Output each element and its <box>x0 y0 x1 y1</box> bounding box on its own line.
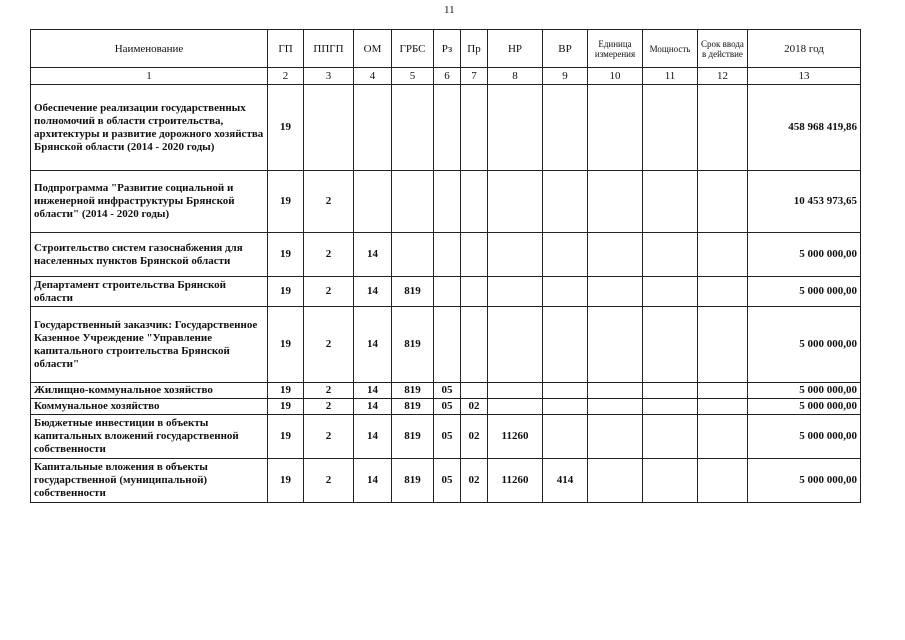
cell-rz: 05 <box>434 383 461 399</box>
page-number: 11 <box>444 4 455 16</box>
cell-nr <box>488 399 543 415</box>
cell-grbs: 819 <box>392 415 434 459</box>
cell-vr <box>543 277 588 307</box>
cell-rz: 05 <box>434 459 461 503</box>
cell-power <box>643 399 698 415</box>
column-number-nr: 8 <box>488 68 543 85</box>
cell-term <box>698 171 748 233</box>
column-number-gp: 2 <box>268 68 304 85</box>
cell-term <box>698 233 748 277</box>
cell-amount: 5 000 000,00 <box>748 307 861 383</box>
cell-pr <box>461 85 488 171</box>
cell-rz <box>434 307 461 383</box>
cell-rz <box>434 85 461 171</box>
cell-vr <box>543 383 588 399</box>
cell-ppgp <box>304 85 354 171</box>
column-number-ppgp: 3 <box>304 68 354 85</box>
cell-gp: 19 <box>268 383 304 399</box>
cell-amount: 5 000 000,00 <box>748 459 861 503</box>
cell-grbs <box>392 85 434 171</box>
cell-nr <box>488 307 543 383</box>
column-number-term: 12 <box>698 68 748 85</box>
cell-grbs: 819 <box>392 383 434 399</box>
cell-gp: 19 <box>268 399 304 415</box>
cell-rz: 05 <box>434 415 461 459</box>
table-row <box>31 459 861 503</box>
cell-vr <box>543 307 588 383</box>
table-row <box>31 233 861 277</box>
column-number-vr: 9 <box>543 68 588 85</box>
header-grbs: ГРБС <box>392 30 434 68</box>
cell-unit <box>588 399 643 415</box>
cell-gp: 19 <box>268 277 304 307</box>
cell-pr <box>461 383 488 399</box>
cell-unit <box>588 277 643 307</box>
cell-pr <box>461 171 488 233</box>
cell-name: Подпрограмма "Развитие социальной и инженерной инфраструктуры Брянской области" (2014 - 2020 годы) <box>31 171 268 233</box>
cell-term <box>698 383 748 399</box>
header-amount: 2018 год <box>748 30 861 68</box>
cell-nr <box>488 383 543 399</box>
column-number-unit: 10 <box>588 68 643 85</box>
column-number-amount: 13 <box>748 68 861 85</box>
cell-term <box>698 85 748 171</box>
cell-power <box>643 459 698 503</box>
cell-gp: 19 <box>268 459 304 503</box>
cell-power <box>643 85 698 171</box>
header-om: ОМ <box>354 30 392 68</box>
column-number-name: 1 <box>31 68 268 85</box>
cell-unit <box>588 307 643 383</box>
header-term: Срок ввода в действие <box>698 30 748 68</box>
cell-om <box>354 85 392 171</box>
cell-om: 14 <box>354 383 392 399</box>
cell-amount: 5 000 000,00 <box>748 399 861 415</box>
header-row <box>31 30 861 68</box>
cell-name: Бюджетные инвестиции в объекты капитальных вложений государственной собственности <box>31 415 268 459</box>
cell-unit <box>588 459 643 503</box>
cell-pr: 02 <box>461 399 488 415</box>
cell-nr <box>488 233 543 277</box>
table-row <box>31 85 861 171</box>
header-power: Мощность <box>643 30 698 68</box>
cell-pr: 02 <box>461 459 488 503</box>
table-row <box>31 383 861 399</box>
cell-grbs <box>392 171 434 233</box>
column-number-om: 4 <box>354 68 392 85</box>
column-number-rz: 6 <box>434 68 461 85</box>
cell-ppgp: 2 <box>304 383 354 399</box>
cell-gp: 19 <box>268 307 304 383</box>
table-row <box>31 415 861 459</box>
cell-gp: 19 <box>268 415 304 459</box>
cell-ppgp: 2 <box>304 171 354 233</box>
cell-unit <box>588 383 643 399</box>
cell-nr: 11260 <box>488 459 543 503</box>
header-unit: Единица измерения <box>588 30 643 68</box>
cell-rz <box>434 277 461 307</box>
cell-om: 14 <box>354 277 392 307</box>
column-number-row <box>31 68 861 85</box>
table-row <box>31 277 861 307</box>
header-vr: ВР <box>543 30 588 68</box>
column-number-pr: 7 <box>461 68 488 85</box>
cell-gp: 19 <box>268 85 304 171</box>
cell-vr <box>543 233 588 277</box>
cell-om: 14 <box>354 459 392 503</box>
cell-unit <box>588 171 643 233</box>
cell-amount: 458 968 419,86 <box>748 85 861 171</box>
cell-grbs: 819 <box>392 459 434 503</box>
cell-vr <box>543 415 588 459</box>
cell-nr: 11260 <box>488 415 543 459</box>
cell-om: 14 <box>354 415 392 459</box>
cell-vr: 414 <box>543 459 588 503</box>
header-gp: ГП <box>268 30 304 68</box>
cell-amount: 5 000 000,00 <box>748 415 861 459</box>
cell-term <box>698 459 748 503</box>
budget-table <box>30 29 861 503</box>
cell-term <box>698 399 748 415</box>
cell-unit <box>588 233 643 277</box>
cell-term <box>698 415 748 459</box>
cell-amount: 10 453 973,65 <box>748 171 861 233</box>
cell-pr <box>461 307 488 383</box>
cell-ppgp: 2 <box>304 307 354 383</box>
cell-term <box>698 307 748 383</box>
cell-nr <box>488 85 543 171</box>
cell-amount: 5 000 000,00 <box>748 383 861 399</box>
cell-grbs: 819 <box>392 399 434 415</box>
cell-pr <box>461 233 488 277</box>
cell-power <box>643 415 698 459</box>
table-row <box>31 171 861 233</box>
cell-name: Строительство систем газоснабжения для населенных пунктов Брянской области <box>31 233 268 277</box>
cell-om <box>354 171 392 233</box>
cell-power <box>643 171 698 233</box>
cell-ppgp: 2 <box>304 399 354 415</box>
cell-name: Коммунальное хозяйство <box>31 399 268 415</box>
cell-ppgp: 2 <box>304 277 354 307</box>
cell-grbs: 819 <box>392 277 434 307</box>
cell-grbs <box>392 233 434 277</box>
cell-om: 14 <box>354 399 392 415</box>
header-ppgp: ППГП <box>304 30 354 68</box>
cell-pr <box>461 277 488 307</box>
header-nr: НР <box>488 30 543 68</box>
cell-name: Капитальные вложения в объекты государственной (муниципальной) собственности <box>31 459 268 503</box>
table-row <box>31 399 861 415</box>
cell-om: 14 <box>354 307 392 383</box>
cell-vr <box>543 399 588 415</box>
cell-rz: 05 <box>434 399 461 415</box>
cell-pr: 02 <box>461 415 488 459</box>
column-number-grbs: 5 <box>392 68 434 85</box>
cell-ppgp: 2 <box>304 233 354 277</box>
cell-power <box>643 277 698 307</box>
table-row <box>31 307 861 383</box>
cell-name: Государственный заказчик: Государственное Казенное Учреждение "Управление капитального строительства Брянской области" <box>31 307 268 383</box>
cell-power <box>643 307 698 383</box>
cell-om: 14 <box>354 233 392 277</box>
cell-rz <box>434 233 461 277</box>
cell-name: Департамент строительства Брянской области <box>31 277 268 307</box>
cell-vr <box>543 171 588 233</box>
cell-nr <box>488 277 543 307</box>
cell-grbs: 819 <box>392 307 434 383</box>
column-number-power: 11 <box>643 68 698 85</box>
cell-ppgp: 2 <box>304 459 354 503</box>
cell-nr <box>488 171 543 233</box>
cell-ppgp: 2 <box>304 415 354 459</box>
cell-amount: 5 000 000,00 <box>748 277 861 307</box>
cell-gp: 19 <box>268 171 304 233</box>
cell-name: Обеспечение реализации государственных полномочий в области строительства, архитектуры и развитие дорожного хозяйства Брянской области (2014 - 2020 годы) <box>31 85 268 171</box>
header-pr: Пр <box>461 30 488 68</box>
cell-unit <box>588 415 643 459</box>
cell-gp: 19 <box>268 233 304 277</box>
cell-power <box>643 233 698 277</box>
cell-amount: 5 000 000,00 <box>748 233 861 277</box>
cell-unit <box>588 85 643 171</box>
cell-name: Жилищно-коммунальное хозяйство <box>31 383 268 399</box>
cell-term <box>698 277 748 307</box>
header-name: Наименование <box>31 30 268 68</box>
cell-rz <box>434 171 461 233</box>
header-rz: Рз <box>434 30 461 68</box>
cell-vr <box>543 85 588 171</box>
cell-power <box>643 383 698 399</box>
